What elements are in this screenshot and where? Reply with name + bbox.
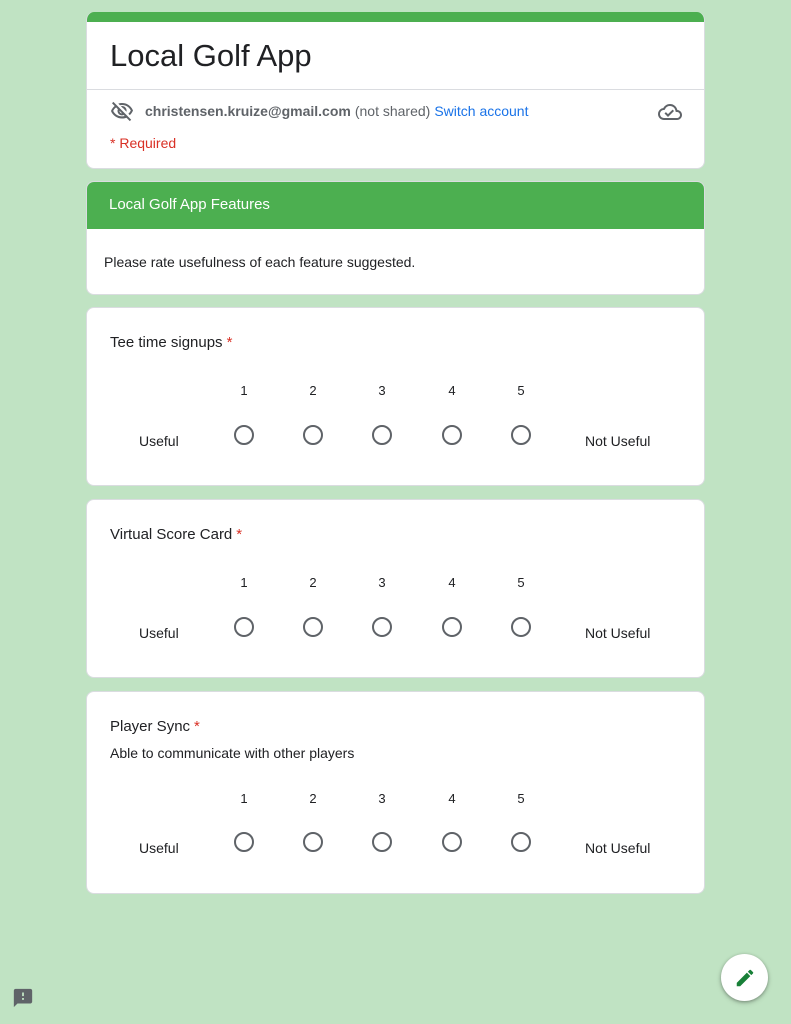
rating-radio-1[interactable]: [234, 832, 254, 852]
feedback-icon[interactable]: [12, 987, 34, 1009]
question-title-text: Tee time signups: [110, 334, 223, 351]
scale-high-label: Not Useful: [585, 840, 651, 856]
pencil-icon: [734, 967, 756, 989]
scale-low-label: Useful: [139, 433, 179, 449]
scale-high-label: Not Useful: [585, 433, 651, 449]
account-row: [110, 100, 529, 122]
account-email: christensen.kruize@gmail.com: [145, 103, 351, 119]
scale-number-5: 5: [517, 575, 525, 590]
scale-low-label: Useful: [139, 625, 179, 641]
required-asterisk: *: [236, 526, 243, 543]
header-divider: [87, 89, 704, 90]
scale-number-2: 2: [309, 383, 317, 398]
scale-number-4: 4: [448, 383, 456, 398]
scale-number-4: 4: [448, 791, 456, 806]
question-title: [110, 334, 232, 351]
scale-number-5: 5: [517, 383, 525, 398]
question-title: [110, 718, 200, 735]
rating-radio-5[interactable]: [511, 425, 531, 445]
rating-radio-1[interactable]: [234, 425, 254, 445]
scale-number-1: 1: [240, 791, 248, 806]
theme-accent-bar: [87, 12, 704, 22]
section-header: [87, 182, 704, 229]
visibility-off-icon: [110, 99, 134, 123]
question-title-text: Player Sync: [110, 718, 191, 735]
rating-radio-4[interactable]: [442, 425, 462, 445]
scale-number-1: 1: [240, 575, 248, 590]
rating-radio-4[interactable]: [442, 617, 462, 637]
rating-radio-1[interactable]: [234, 617, 254, 637]
scale-number-4: 4: [448, 575, 456, 590]
rating-radio-2[interactable]: [303, 617, 323, 637]
question-card: [86, 307, 705, 486]
section-description: Please rate usefulness of each feature suggested.: [104, 254, 416, 270]
scale-number-2: 2: [309, 575, 317, 590]
scale-number-3: 3: [378, 383, 386, 398]
rating-radio-2[interactable]: [303, 832, 323, 852]
form-title: Local Golf App: [110, 38, 312, 73]
required-note: * Required: [110, 135, 177, 151]
section-title: Local Golf App Features: [109, 196, 270, 213]
section-card: [86, 181, 705, 295]
scale-high-label: Not Useful: [585, 625, 651, 641]
question-card: [86, 691, 705, 894]
question-description: Able to communicate with other players: [110, 745, 355, 761]
rating-radio-5[interactable]: [511, 617, 531, 637]
scale-number-2: 2: [309, 791, 317, 806]
switch-account-link[interactable]: Switch account: [434, 103, 529, 119]
rating-radio-3[interactable]: [372, 617, 392, 637]
question-title-text: Virtual Score Card: [110, 526, 233, 543]
scale-number-5: 5: [517, 791, 525, 806]
required-asterisk: *: [194, 718, 200, 735]
scale-number-3: 3: [378, 575, 386, 590]
scale-number-1: 1: [240, 383, 248, 398]
rating-radio-5[interactable]: [511, 832, 531, 852]
question-title: [110, 526, 242, 543]
required-asterisk: *: [226, 334, 233, 351]
rating-radio-4[interactable]: [442, 832, 462, 852]
scale-low-label: Useful: [139, 840, 179, 856]
cloud-done-icon: [658, 100, 682, 124]
rating-radio-3[interactable]: [372, 425, 392, 445]
scale-number-3: 3: [378, 791, 386, 806]
edit-response-button[interactable]: [721, 954, 768, 1001]
rating-radio-3[interactable]: [372, 832, 392, 852]
not-shared-label: (not shared): [354, 103, 431, 119]
question-card: [86, 499, 705, 678]
rating-radio-2[interactable]: [303, 425, 323, 445]
form-header-card: [86, 12, 705, 169]
